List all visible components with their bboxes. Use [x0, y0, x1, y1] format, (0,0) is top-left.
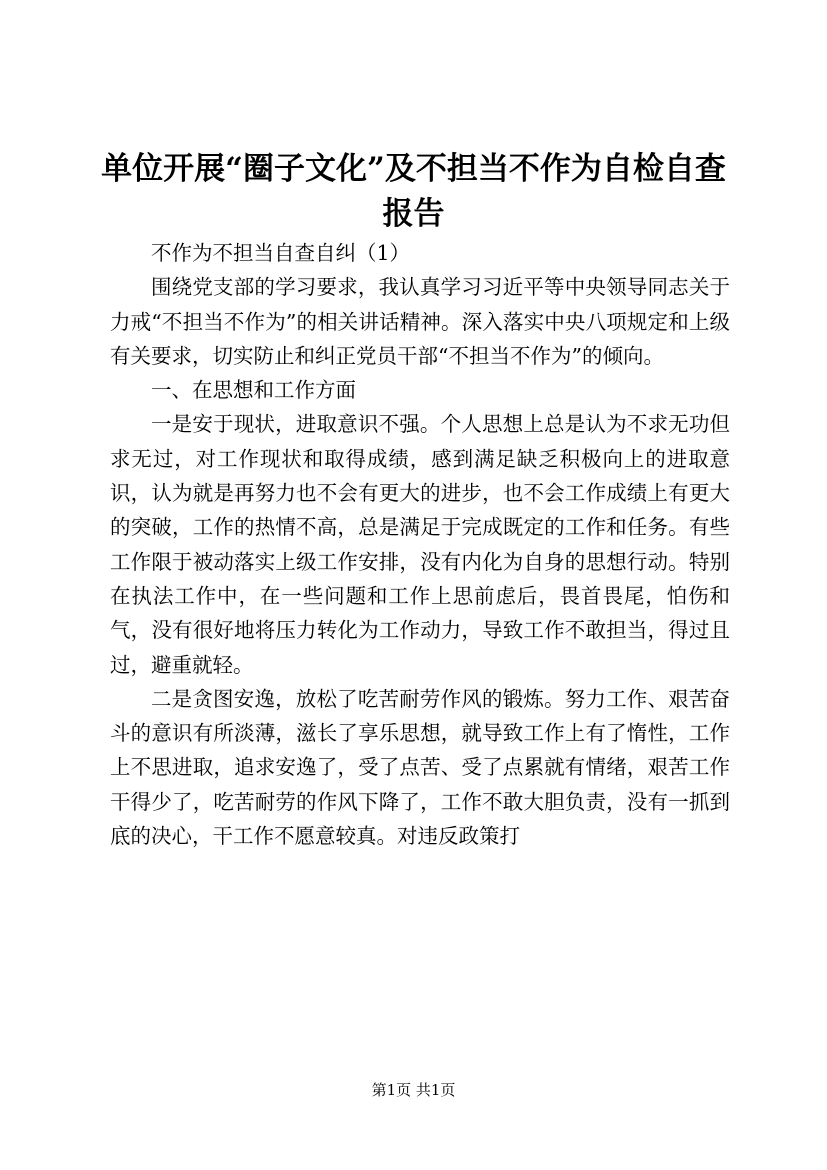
page-footer: 第1页 共1页: [371, 1081, 456, 1099]
paragraph-intro: 围绕党支部的学习要求，我认真学习习近平等中央领导同志关于力戒“不担当不作为”的相关讲话精神。深入落实中央八项规定和上级有关要求，切实防止和纠正党员干部“不担当不作为”的倾向。: [110, 275, 730, 368]
paragraph-point-one: 一是安于现状，进取意识不强。个人思想上总是认为不求无功但求无过，对工作现状和取得成绩，感到满足缺乏积极向上的进取意识，认为就是再努力也不会有更大的进步，也不会工作成绩上有更大的突破，工作的热情不高，总是满足于完成既定的工作和任务。有些工作限于被动落实上级工作安排，没有内化为自身的思想行动。特别在执法工作中，在一些问题和工作上思前虑后，畏首畏尾，怕伤和气，没有很好地将压力转化为工作动力，导致工作不敢担当，得过且过，避重就轻。: [110, 412, 730, 677]
document-body: [110, 236, 730, 853]
document-title: 单位开展“圈子文化”及不担当不作为自检自查报告: [101, 151, 726, 232]
paragraph-point-two: 二是贪图安逸，放松了吃苦耐劳作风的锻炼。努力工作、艰苦奋斗的意识有所淡薄，滋长了享乐思想，就导致工作上有了惰性，工作上不思进取，追求安逸了，受了点苦、受了点累就有情绪，艰苦工作干得少了，吃苦耐劳的作风下降了，工作不敢大胆负责，没有一抓到底的决心，干工作不愿意较真。对违反政策打: [110, 686, 730, 849]
section-subtitle: 不作为不担当自查自纠（1）: [151, 241, 411, 265]
section-heading: 一、在思想和工作方面: [151, 378, 356, 403]
